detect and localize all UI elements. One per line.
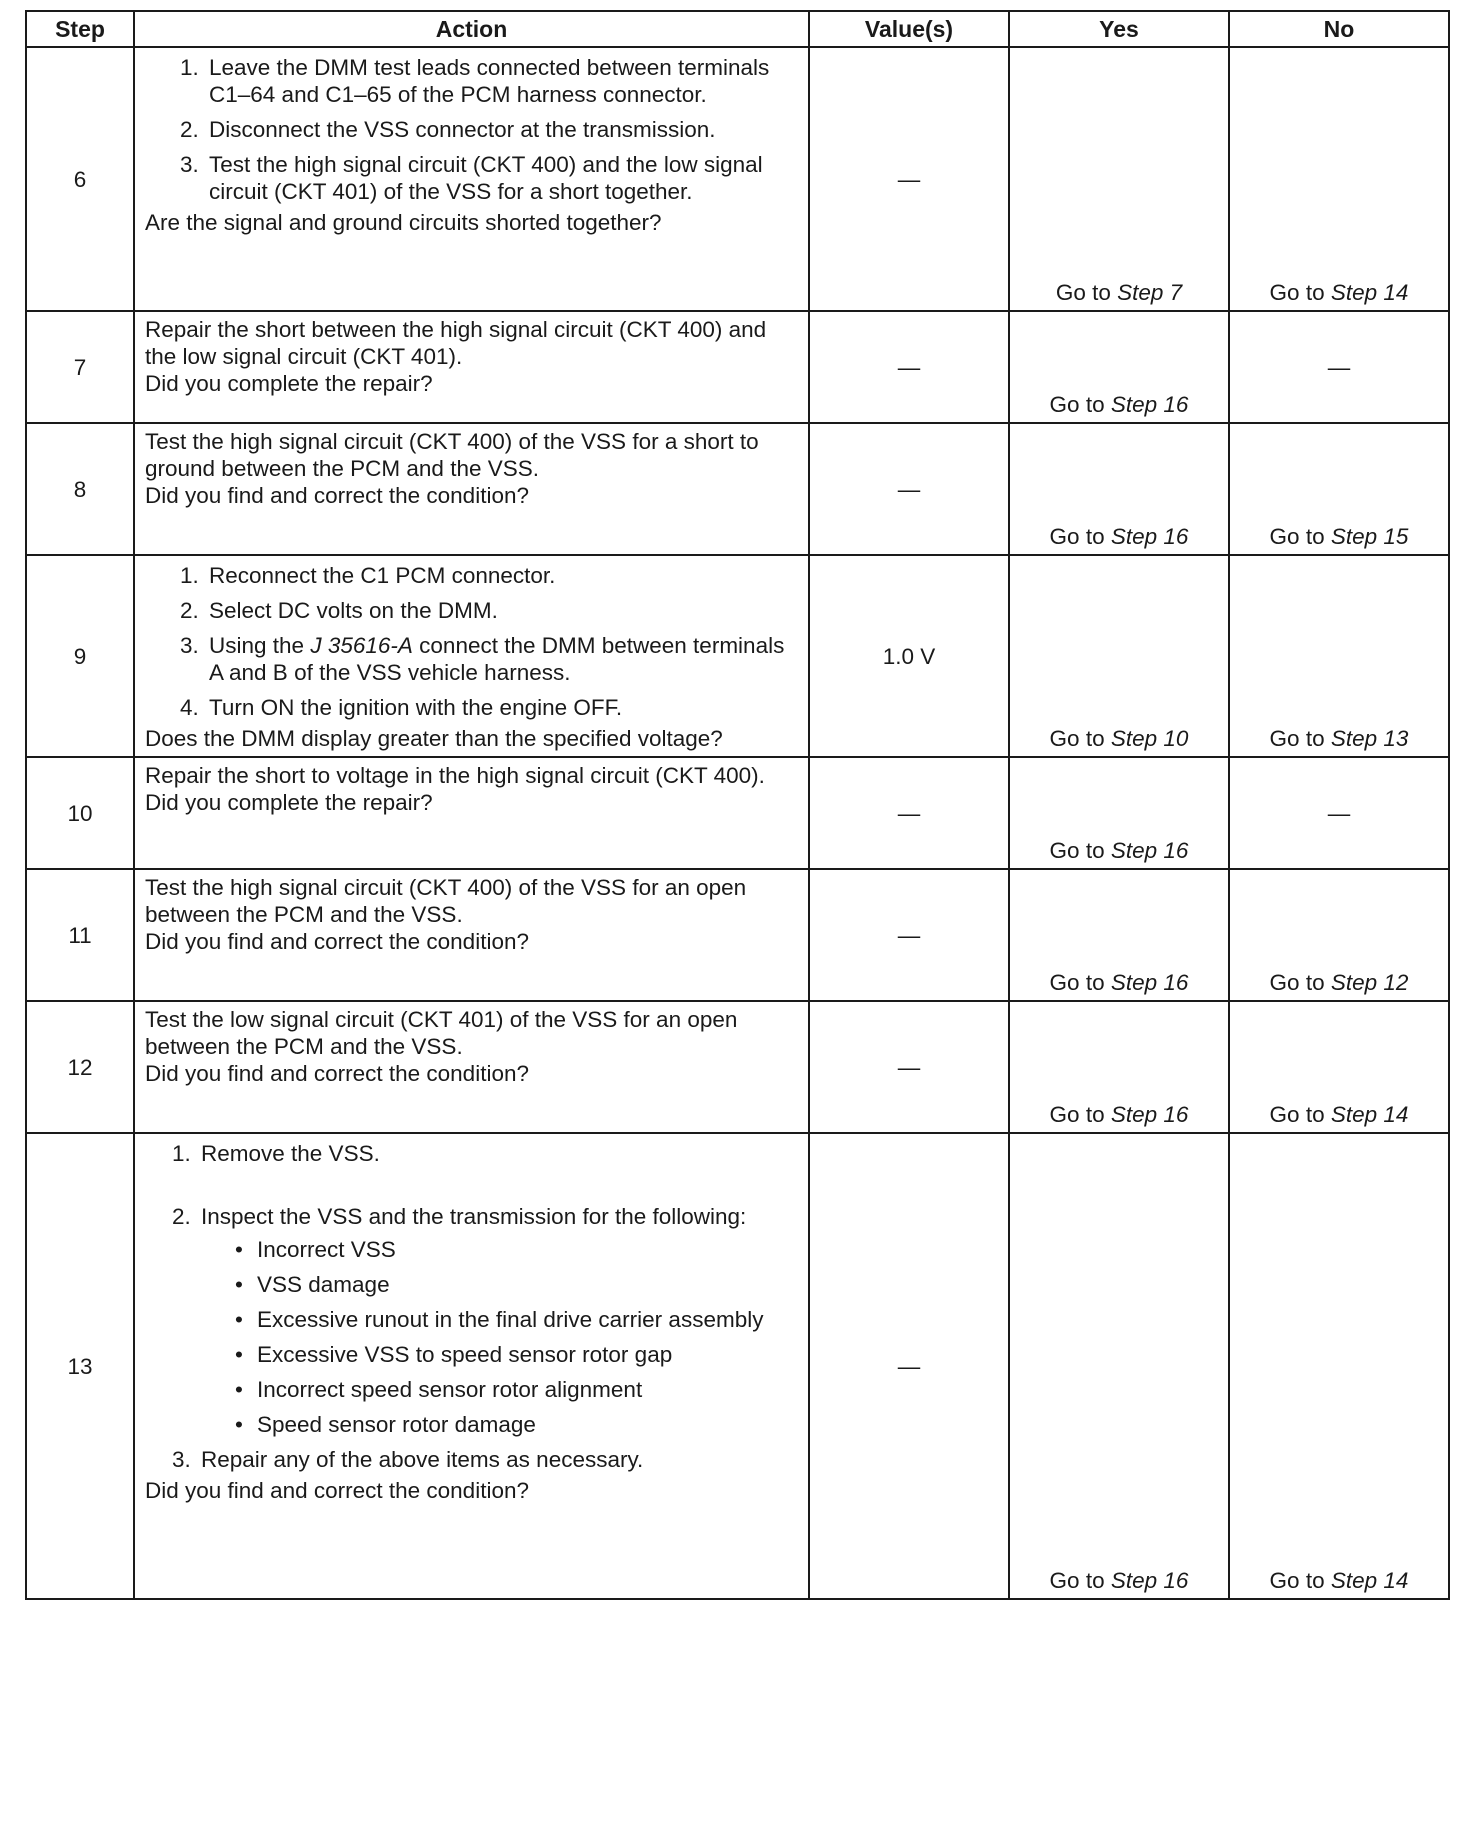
- step-word: Step: [1110, 838, 1158, 863]
- action-step: 4. Turn ON the ignition with the engine OFF.: [205, 694, 798, 721]
- action-question: Are the signal and ground circuits shorted together?: [145, 210, 662, 235]
- yes-step-link[interactable]: 16: [1163, 1568, 1189, 1593]
- action-text: Test the high signal circuit (CKT 400) of the VSS for a short to ground between the PCM and the VSS.: [145, 429, 759, 481]
- action-text: Repair the short to voltage in the high signal circuit (CKT 400).: [145, 763, 765, 788]
- table-row-step-6: [26, 47, 1449, 311]
- step-word: Step: [1330, 524, 1378, 549]
- action-question: Did you find and correct the condition?: [145, 1061, 529, 1086]
- table-row-step-9: [26, 555, 1449, 757]
- action-step-text: Remove the VSS.: [201, 1141, 380, 1166]
- action-step-prefix: Using the: [209, 633, 305, 658]
- action-cell: [134, 757, 809, 869]
- bullet-item: • Excessive runout in the final drive carrier assembly: [231, 1306, 798, 1333]
- step-word: Step: [1110, 726, 1158, 751]
- step-number: 12: [26, 1001, 134, 1133]
- action-step: 1. Reconnect the C1 PCM connector.: [205, 562, 798, 589]
- value-cell: —: [809, 423, 1009, 555]
- table-row-step-10: [26, 757, 1449, 869]
- action-cell: [134, 1001, 809, 1133]
- no-cell: [1229, 1133, 1449, 1599]
- yes-step-link[interactable]: 16: [1163, 392, 1189, 417]
- action-question: Did you find and correct the condition?: [145, 1478, 529, 1503]
- value-cell: —: [809, 47, 1009, 311]
- step-number: 8: [26, 423, 134, 555]
- action-cell: [134, 47, 809, 311]
- step-word: Step: [1330, 726, 1378, 751]
- step-word: Step: [1330, 1102, 1378, 1127]
- header-value: Value(s): [809, 11, 1009, 47]
- action-question: Did you find and correct the condition?: [145, 929, 529, 954]
- no-cell: [1229, 1001, 1449, 1133]
- value-cell: —: [809, 1001, 1009, 1133]
- go-to-label: Go to: [1049, 970, 1105, 995]
- go-to-label: Go to: [1049, 726, 1105, 751]
- tool-number: J 35616-A: [310, 633, 413, 658]
- action-text: Test the high signal circuit (CKT 400) of the VSS for an open between the PCM and the VSS.: [145, 875, 747, 927]
- action-question: Did you find and correct the condition?: [145, 483, 529, 508]
- go-to-label: Go to: [1269, 1568, 1325, 1593]
- step-number: 10: [26, 757, 134, 869]
- action-step: [197, 1140, 798, 1195]
- action-step: 2. Disconnect the VSS connector at the transmission.: [205, 116, 798, 143]
- go-to-label: Go to: [1049, 524, 1105, 549]
- no-step-link[interactable]: 13: [1383, 726, 1409, 751]
- go-to-label: Go to: [1049, 1102, 1105, 1127]
- table-row-step-7: [26, 311, 1449, 423]
- action-text: Test the low signal circuit (CKT 401) of the VSS for an open between the PCM and the VSS.: [145, 1007, 738, 1059]
- table-header-row: [26, 11, 1449, 47]
- step-word: Step: [1330, 280, 1378, 305]
- step-number: 13: [26, 1133, 134, 1599]
- table-row-step-11: [26, 869, 1449, 1001]
- step-number: 7: [26, 311, 134, 423]
- table-row-step-12: [26, 1001, 1449, 1133]
- no-cell: —: [1229, 757, 1449, 869]
- no-cell: [1229, 869, 1449, 1001]
- value-cell: —: [809, 311, 1009, 423]
- action-cell: [134, 555, 809, 757]
- no-step-link[interactable]: 12: [1383, 970, 1409, 995]
- bullet-item: • Speed sensor rotor damage: [231, 1411, 798, 1438]
- action-cell: [134, 311, 809, 423]
- bullet-list: [201, 1236, 798, 1438]
- action-steps: [145, 562, 798, 725]
- yes-cell: [1009, 757, 1229, 869]
- action-step: [197, 1203, 798, 1438]
- header-step: Step: [26, 11, 134, 47]
- table-row-step-13: [26, 1133, 1449, 1599]
- diagnostic-table-page: [25, 10, 1448, 1600]
- go-to-label: Go to: [1049, 392, 1105, 417]
- bullet-item: • VSS damage: [231, 1271, 798, 1298]
- bullet-item: • Incorrect VSS: [231, 1236, 798, 1263]
- no-step-link[interactable]: 14: [1383, 1568, 1409, 1593]
- no-cell: [1229, 423, 1449, 555]
- step-word: Step: [1330, 970, 1378, 995]
- value-cell: —: [809, 869, 1009, 1001]
- go-to-label: Go to: [1269, 726, 1325, 751]
- yes-step-link[interactable]: 16: [1163, 1102, 1189, 1127]
- action-step: 3. Test the high signal circuit (CKT 400) and the low signal circuit (CKT 401) of the VSS for a short together.: [205, 151, 798, 205]
- action-question: Did you complete the repair?: [145, 790, 433, 815]
- go-to-label: Go to: [1049, 1568, 1105, 1593]
- action-question: Did you complete the repair?: [145, 371, 433, 396]
- action-steps: [145, 1140, 798, 1473]
- no-step-link[interactable]: 15: [1383, 524, 1409, 549]
- header-action: Action: [134, 11, 809, 47]
- bullet-item: • Incorrect speed sensor rotor alignment: [231, 1376, 798, 1403]
- go-to-label: Go to: [1269, 970, 1325, 995]
- go-to-label: Go to: [1055, 280, 1111, 305]
- action-cell: [134, 423, 809, 555]
- action-cell: [134, 1133, 809, 1599]
- action-step: 1. Leave the DMM test leads connected between terminals C1–64 and C1–65 of the PCM harness connector.: [205, 54, 798, 108]
- yes-step-link[interactable]: 7: [1169, 280, 1183, 305]
- value-cell: —: [809, 757, 1009, 869]
- yes-cell: [1009, 1133, 1229, 1599]
- yes-cell: [1009, 423, 1229, 555]
- action-cell: [134, 869, 809, 1001]
- yes-cell: [1009, 1001, 1229, 1133]
- header-no: No: [1229, 11, 1449, 47]
- yes-cell: [1009, 47, 1229, 311]
- yes-step-link[interactable]: 10: [1163, 726, 1189, 751]
- no-cell: —: [1229, 311, 1449, 423]
- no-cell: [1229, 555, 1449, 757]
- bullet-item: • Excessive VSS to speed sensor rotor gap: [231, 1341, 798, 1368]
- no-step-link[interactable]: 14: [1383, 1102, 1409, 1127]
- step-number: 9: [26, 555, 134, 757]
- diagnostic-table: [25, 10, 1450, 1600]
- step-number: 11: [26, 869, 134, 1001]
- step-word: Step: [1110, 1102, 1158, 1127]
- yes-cell: [1009, 311, 1229, 423]
- action-step: [205, 632, 798, 686]
- yes-cell: [1009, 555, 1229, 757]
- yes-step-link[interactable]: 16: [1163, 838, 1189, 863]
- value-cell: 1.0 V: [809, 555, 1009, 757]
- no-step-link[interactable]: 14: [1383, 280, 1409, 305]
- step-word: Step: [1330, 1568, 1378, 1593]
- action-step: 3. Repair any of the above items as necessary.: [197, 1446, 798, 1473]
- table-row-step-8: [26, 423, 1449, 555]
- step-word: Step: [1110, 524, 1158, 549]
- header-yes: Yes: [1009, 11, 1229, 47]
- no-cell: [1229, 47, 1449, 311]
- action-step: 2. Select DC volts on the DMM.: [205, 597, 798, 624]
- action-step-text: Inspect the VSS and the transmission for the following:: [201, 1204, 747, 1229]
- step-word: Step: [1110, 392, 1158, 417]
- action-steps: [145, 54, 798, 209]
- go-to-label: Go to: [1269, 1102, 1325, 1127]
- step-word: Step: [1110, 970, 1158, 995]
- go-to-label: Go to: [1269, 524, 1325, 549]
- action-text: Repair the short between the high signal circuit (CKT 400) and the low signal circuit (CKT 401).: [145, 317, 767, 369]
- value-cell: —: [809, 1133, 1009, 1599]
- yes-step-link[interactable]: 16: [1163, 970, 1189, 995]
- go-to-label: Go to: [1049, 838, 1105, 863]
- action-step-rest: connect the DMM between terminals A and B of the VSS vehicle harness.: [209, 633, 785, 685]
- step-number: 6: [26, 47, 134, 311]
- yes-step-link[interactable]: 16: [1163, 524, 1189, 549]
- step-word: Step: [1110, 1568, 1158, 1593]
- go-to-label: Go to: [1269, 280, 1325, 305]
- action-question: Does the DMM display greater than the specified voltage?: [145, 726, 723, 751]
- yes-cell: [1009, 869, 1229, 1001]
- step-word: Step: [1117, 280, 1164, 305]
